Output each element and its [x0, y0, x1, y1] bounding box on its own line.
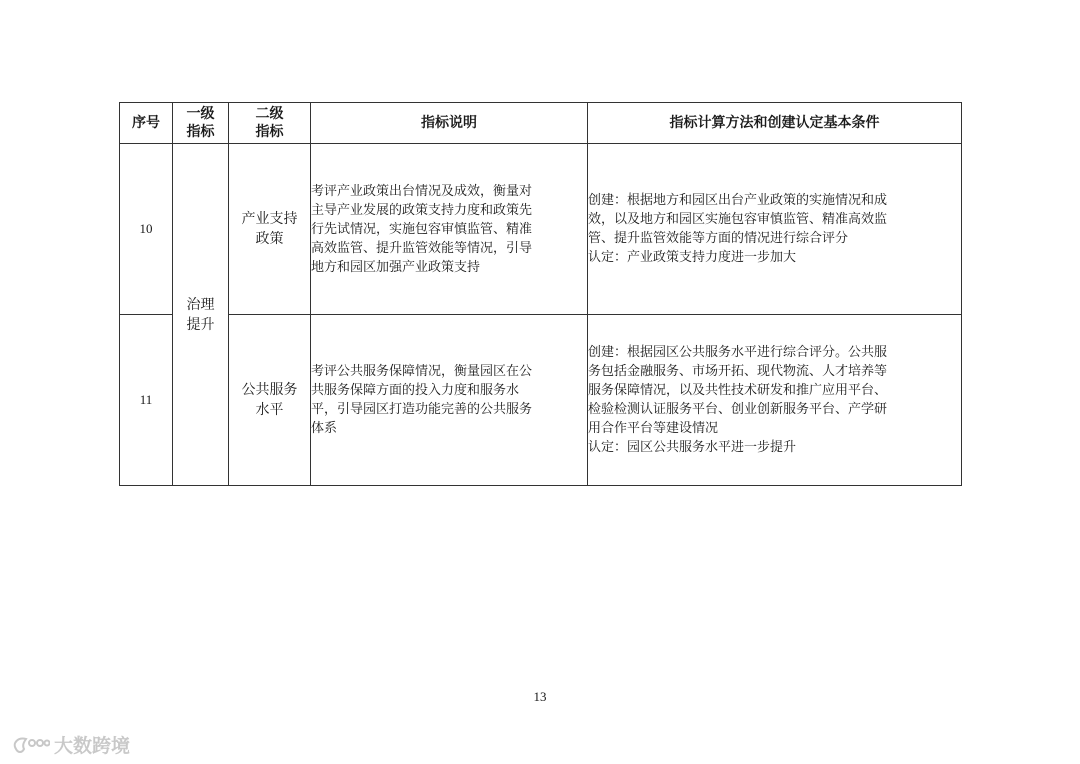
table-row [120, 144, 962, 315]
header-level2-indicator: 二级 指标 [229, 103, 311, 144]
row-serial-number: 10 [120, 144, 173, 315]
level2-indicator-cell: 公共服务 水平 [229, 315, 311, 486]
level2-indicator-cell: 产业支持 政策 [229, 144, 311, 315]
calculation-method-cell: 创建：根据园区公共服务水平进行综合评分。公共服 务包括金融服务、市场开拓、现代物流、人才培养等 服务保障情况，以及共性技术研发和推广应用平台、 检验检测认证服务平台、创业创新服务平台、产学研 用合作平台等建设情况 认定：园区公共服务水平进一步提升 [588, 315, 962, 486]
page-number: 13 [533, 689, 547, 704]
indicator-table [119, 102, 962, 486]
weibo-logo-icon [10, 733, 50, 757]
header-serial-number: 序号 [120, 103, 173, 144]
header-calculation-method: 指标计算方法和创建认定基本条件 [588, 103, 962, 144]
watermark [10, 731, 130, 758]
header-level1-indicator: 一级 指标 [173, 103, 229, 144]
indicator-description-cell: 考评公共服务保障情况，衡量园区在公 共服务保障方面的投入力度和服务水 平，引导园区打造功能完善的公共服务 体系 [311, 315, 588, 486]
table-header-row [120, 103, 962, 144]
table-row [120, 315, 962, 486]
watermark-text: 大数跨境 [54, 735, 131, 757]
row-serial-number: 11 [120, 315, 173, 486]
level1-indicator-cell: 治理 提升 [173, 144, 229, 486]
header-indicator-description: 指标说明 [311, 103, 588, 144]
calculation-method-cell: 创建：根据地方和园区出台产业政策的实施情况和成 效，以及地方和园区实施包容审慎监管、精准高效监 管、提升监管效能等方面的情况进行综合评分 认定：产业政策支持力度进一步加大 [588, 144, 962, 315]
indicator-description-cell: 考评产业政策出台情况及成效，衡量对 主导产业发展的政策支持力度和政策先 行先试情况，实施包容审慎监管、精准 高效监管、提升监管效能等情况，引导 地方和园区加强产业政策支持 [311, 144, 588, 315]
